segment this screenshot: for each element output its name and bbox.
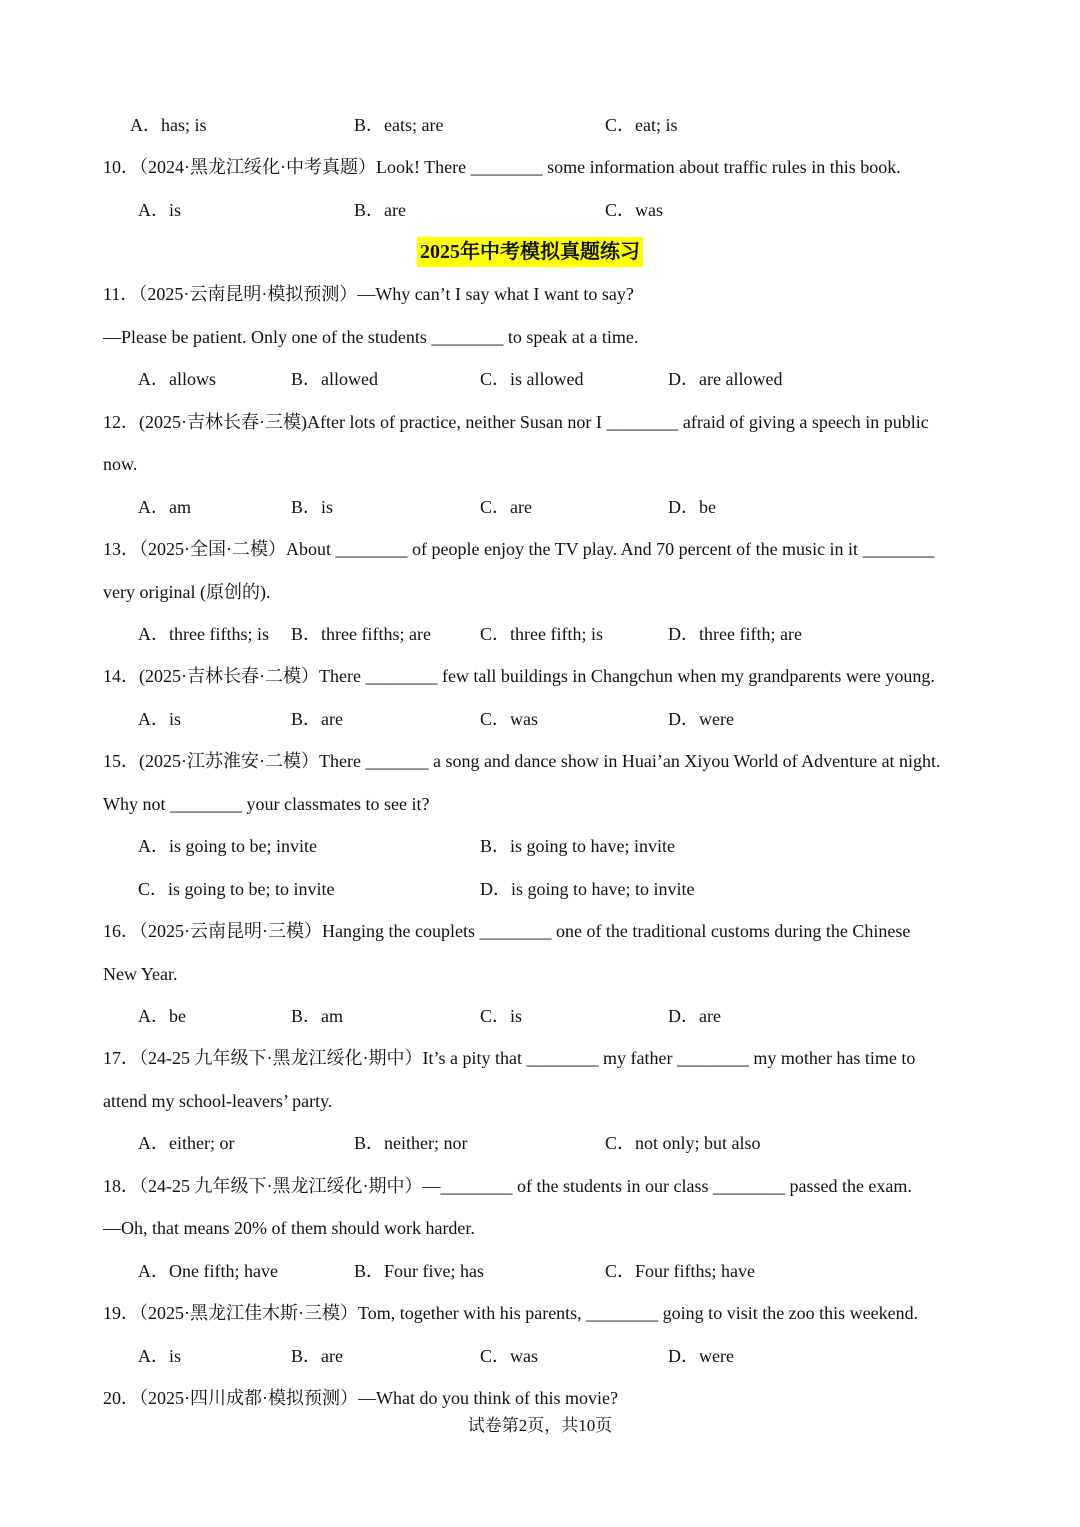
q12-option-b: B．is [291,497,334,517]
page-footer: 试卷第2页，共10页 [467,1416,613,1435]
q19-option-d: D．were [668,1346,734,1366]
q15-stem-line2: Why not ________ your classmates to see it? [103,794,430,814]
q13-stem: 13．（2025·全国·二模）About ________ of people enjoy the TV play. And 70 percent of the music in it ________ [103,539,935,559]
q15-option-a: A．is going to be; invite [138,836,317,856]
q15-option-d: D．is going to have; to invite [480,879,695,899]
q16-option-d: D．are [668,1006,721,1026]
q12-stem-line2: now. [103,454,138,474]
q10-option-a: A．is [138,200,182,220]
q14-stem: 14．(2025·吉林长春·二模）There ________ few tall buildings in Changchun when my grandparents were young. [103,666,935,686]
q9-option-c: C．eat; is [605,115,678,135]
q17-option-b: B．neither; nor [354,1133,468,1153]
q10-option-b: B．are [354,200,406,220]
q16-option-b: B．am [291,1006,343,1026]
q18-option-c: C．Four fifths; have [605,1261,755,1281]
q12-option-d: D．be [668,497,716,517]
q10-option-c: C．was [605,200,663,220]
q18-option-a: A．One fifth; have [138,1261,278,1281]
q14-option-b: B．are [291,709,343,729]
q19-option-a: A．is [138,1346,182,1366]
q15-option-b: B．is going to have; invite [480,836,675,856]
q9-option-b: B．eats; are [354,115,444,135]
q12-option-a: A．am [138,497,191,517]
q13-option-c: C．three fifth; is [480,624,603,644]
q19-option-c: C．was [480,1346,538,1366]
q13-stem-line2: very original (原创的). [103,582,271,602]
q17-stem-line2: attend my school-leavers’ party. [103,1091,333,1111]
q16-option-c: C．is [480,1006,523,1026]
q14-option-c: C．was [480,709,538,729]
q10-stem: 10．（2024·黑龙江绥化·中考真题）Look! There ________ some information about traffic rules in this book. [103,157,901,177]
q16-option-a: A．be [138,1006,186,1026]
q16-stem-line2: New Year. [103,964,178,984]
q18-stem: 18．（24-25 九年级下·黑龙江绥化·期中）—________ of the students in our class ________ passed the exam. [103,1176,912,1196]
section-title: 2025年中考模拟真题练习 [417,237,643,267]
q13-option-b: B．three fifths; are [291,624,431,644]
q17-option-a: A．either; or [138,1133,235,1153]
q14-option-d: D．were [668,709,734,729]
q11-stem: 11．（2025·云南昆明·模拟预测）—Why can’t I say what I want to say? [103,284,634,304]
q18-option-b: B．Four five; has [354,1261,484,1281]
q16-stem: 16．（2025·云南昆明·三模）Hanging the couplets ________ one of the traditional customs during the Chinese [103,921,911,941]
q17-option-c: C．not only; but also [605,1133,761,1153]
q11-option-b: B．allowed [291,369,378,389]
q13-option-d: D．three fifth; are [668,624,802,644]
q11-option-a: A．allows [138,369,216,389]
q18-stem-line2: —Oh, that means 20% of them should work harder. [103,1218,475,1238]
q11-option-c: C．is allowed [480,369,584,389]
q9-option-a: A．has; is [130,115,207,135]
q15-stem: 15．(2025·江苏淮安·二模）There _______ a song and dance show in Huai’an Xiyou World of Adventure at night. [103,751,941,771]
q13-option-a: A．three fifths; is [138,624,269,644]
q19-stem: 19．（2025·黑龙江佳木斯·三模）Tom, together with his parents, ________ going to visit the zoo this weekend. [103,1303,919,1323]
q20-stem: 20．（2025·四川成都·模拟预测）—What do you think of this movie? [103,1388,618,1408]
q11-option-d: D．are allowed [668,369,783,389]
q17-stem: 17．（24-25 九年级下·黑龙江绥化·期中）It’s a pity that ________ my father ________ my mother has time to [103,1048,916,1068]
q12-stem: 12．(2025·吉林长春·三模)After lots of practice, neither Susan nor I ________ afraid of giving a speech in public [103,412,929,432]
q11-stem-line2: —Please be patient. Only one of the students ________ to speak at a time. [103,327,639,347]
q19-option-b: B．are [291,1346,343,1366]
q14-option-a: A．is [138,709,182,729]
q15-option-c: C．is going to be; to invite [138,879,335,899]
q12-option-c: C．are [480,497,532,517]
